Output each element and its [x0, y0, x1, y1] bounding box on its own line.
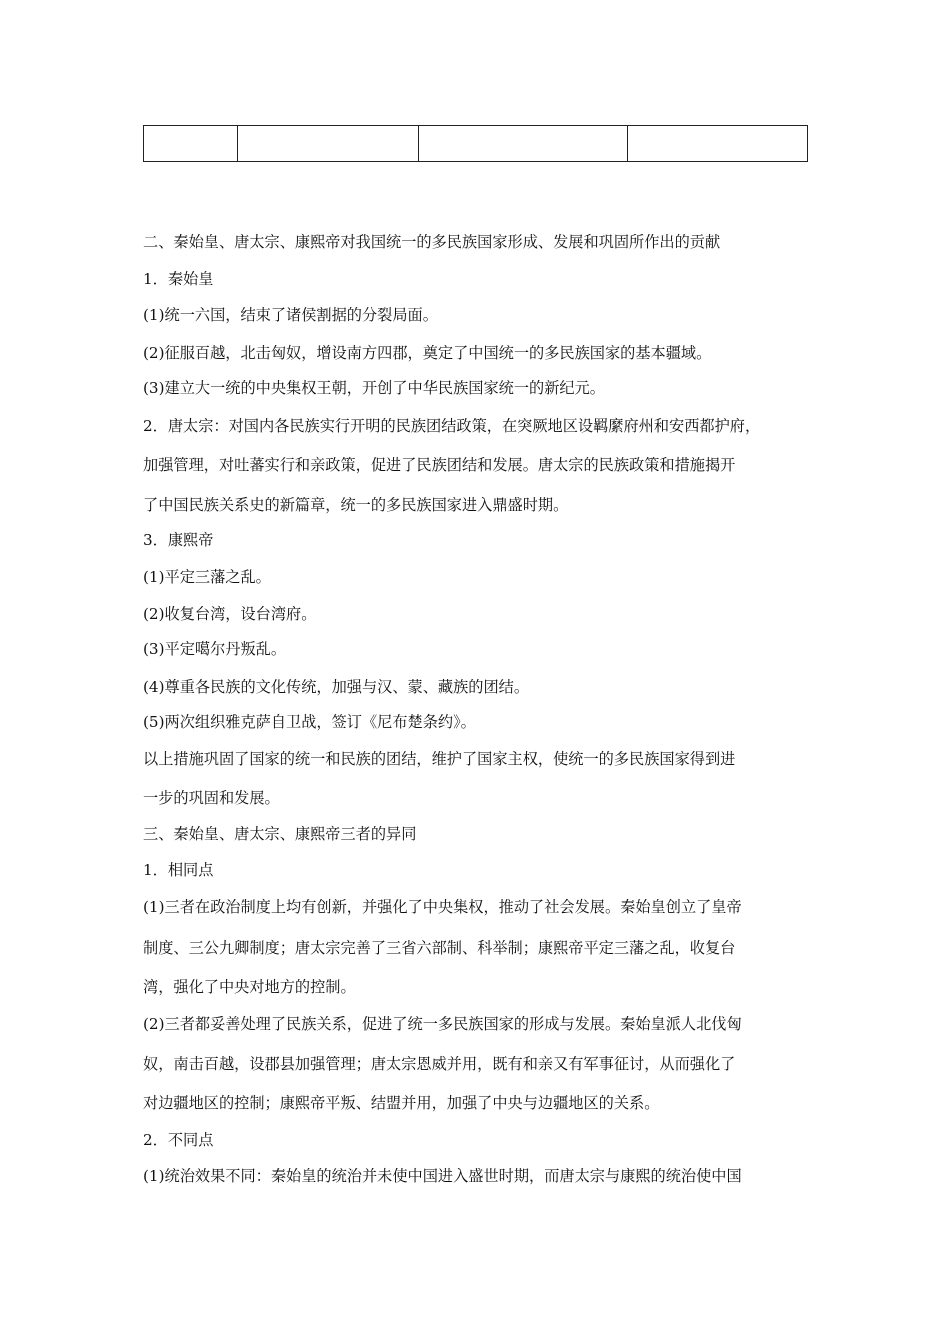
subheading: 1．秦始皇	[143, 270, 214, 288]
paragraph-line: (5)两次组织雅克萨自卫战，签订《尼布楚条约》。	[143, 713, 476, 731]
empty-table-row	[143, 125, 808, 162]
paragraph-line: 加强管理，对吐蕃实行和亲政策，促进了民族团结和发展。唐太宗的民族政策和措施揭开	[143, 456, 736, 474]
subheading: 1．相同点	[143, 861, 214, 879]
paragraph-line: 对边疆地区的控制；康熙帝平叛、结盟并用，加强了中央与边疆地区的关系。	[143, 1094, 660, 1112]
paragraph-line: 奴，南击百越，设郡县加强管理；唐太宗恩威并用，既有和亲又有军事征讨，从而强化了	[143, 1055, 736, 1073]
subheading: 3．康熙帝	[143, 531, 214, 549]
paragraph-line: (3)建立大一统的中央集权王朝，开创了中华民族国家统一的新纪元。	[143, 379, 605, 397]
paragraph-line: (1)三者在政治制度上均有创新，并强化了中央集权，推动了社会发展。秦始皇创立了皇帝	[143, 898, 742, 916]
paragraph-line: (2)收复台湾，设台湾府。	[143, 605, 317, 623]
paragraph-line: (4)尊重各民族的文化传统，加强与汉、蒙、藏族的团结。	[143, 678, 530, 696]
table-cell	[238, 126, 419, 161]
paragraph-line: (1)统治效果不同：秦始皇的统治并未使中国进入盛世时期，而唐太宗与康熙的统治使中国	[143, 1167, 742, 1185]
table-cell	[144, 126, 238, 161]
paragraph-line: (1)统一六国，结束了诸侯割据的分裂局面。	[143, 306, 438, 324]
section-heading: 三、秦始皇、唐太宗、康熙帝三者的异同	[143, 825, 417, 843]
paragraph-line: 了中国民族关系史的新篇章，统一的多民族国家进入鼎盛时期。	[143, 496, 569, 514]
paragraph-line: (3)平定噶尔丹叛乱。	[143, 640, 287, 658]
paragraph-line: 制度、三公九卿制度；唐太宗完善了三省六部制、科举制；康熙帝平定三藩之乱，收复台	[143, 939, 736, 957]
table-cell	[628, 126, 807, 161]
paragraph-line: 一步的巩固和发展。	[143, 789, 280, 807]
table-cell	[419, 126, 628, 161]
paragraph-line: 2．唐太宗：对国内各民族实行开明的民族团结政策，在突厥地区设羁縻府州和安西都护府，	[143, 417, 761, 435]
section-heading: 二、秦始皇、唐太宗、康熙帝对我国统一的多民族国家形成、发展和巩固所作出的贡献	[143, 233, 721, 251]
paragraph-line: (2)征服百越，北击匈奴，增设南方四郡，奠定了中国统一的多民族国家的基本疆域。	[143, 344, 712, 362]
paragraph-line: (1)平定三藩之乱。	[143, 568, 271, 586]
subheading: 2．不同点	[143, 1131, 214, 1149]
paragraph-line: (2)三者都妥善处理了民族关系，促进了统一多民族国家的形成与发展。秦始皇派人北伐匈	[143, 1015, 742, 1033]
paragraph-line: 湾，强化了中央对地方的控制。	[143, 978, 356, 996]
paragraph-line: 以上措施巩固了国家的统一和民族的团结，维护了国家主权，使统一的多民族国家得到进	[143, 750, 736, 768]
